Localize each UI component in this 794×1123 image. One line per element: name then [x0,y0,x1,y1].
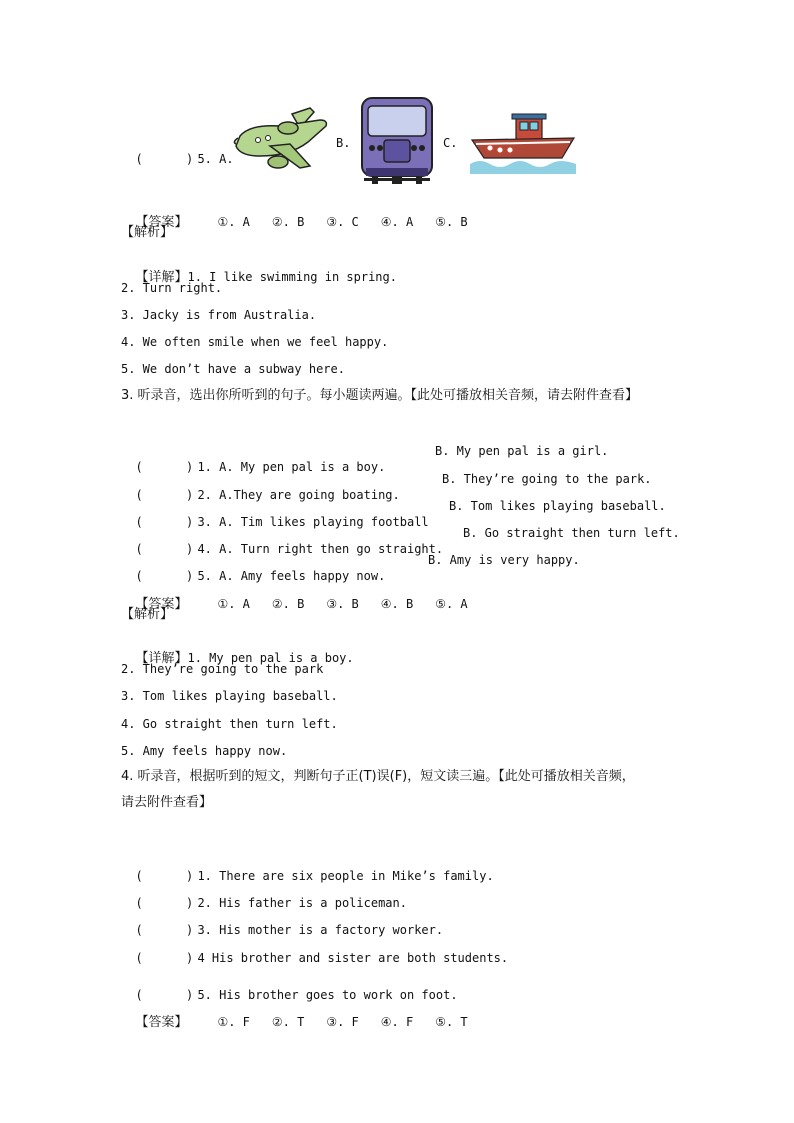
option-b: B. Go straight then turn left. [463,526,680,540]
answer-bracket: ( ) [135,869,194,883]
option-b: B. They’re going to the park. [442,472,652,486]
option-b: B. Tom likes playing baseball. [449,499,666,513]
analysis-tag: 【解析】 [121,607,174,622]
q2-item5-row [121,135,234,167]
option-c-label: C. [443,136,458,150]
analysis-tag: 【解析】 [121,225,174,240]
answer-item: ②. B [271,215,305,229]
option-a: 4. A. Turn right then go straight. [197,542,444,556]
detail-line: 5. Amy feels happy now. [121,744,288,758]
detail-line: 3. Jacky is from Australia. [121,308,317,322]
statement-text: 4 His brother and sister are both students. [197,951,509,965]
q3-heading: 3. 听录音，选出你所听到的句子。每小题读两遍。【此处可播放相关音频，请去附件查看】 [121,388,639,403]
answer-item: ⑤. B [435,215,468,229]
boat-icon [470,112,576,174]
detail-line: 2. They’re going to the park [121,662,324,676]
answer-item: ④. B [380,597,414,611]
answer-bracket: ( ) [135,951,194,965]
detail-text: 1. My pen pal is a boy. [187,651,354,665]
answer-bracket: ( ) [135,896,194,910]
answer-tag: 【答案】 [135,597,188,612]
answer-tag: 【答案】 [135,1015,188,1030]
answer-item: ①. F [217,1015,250,1029]
answer-tag: 【答案】 [135,215,188,230]
answer-item: ⑤. A [435,597,468,611]
answer-item: ①. A [217,215,250,229]
q4-answer-row [121,998,490,1031]
q2-answer-row [121,198,490,231]
answer-item: ③. C [326,215,359,229]
detail-tag: 【详解】 [135,270,188,285]
q3-answer-row [121,580,490,613]
answer-item: ④. A [380,215,414,229]
answer-bracket: ( ) [135,152,194,166]
answer-item: ①. A [217,597,250,611]
detail-line: 3. Tom likes playing baseball. [121,689,338,703]
option-b-label: B. [336,136,351,150]
answer-item: ⑤. T [435,1015,468,1029]
q4-item-4 [121,934,508,966]
detail-line: 2. Turn right. [121,281,223,295]
answer-bracket: ( ) [135,488,194,502]
answer-item: ②. T [271,1015,305,1029]
option-a: 1. A. My pen pal is a boy. [197,460,386,474]
answer-item: ③. F [326,1015,359,1029]
answer-bracket: ( ) [135,542,194,556]
detail-tag: 【详解】 [135,651,188,666]
option-a: 2. A.They are going boating. [197,488,400,502]
statement-text: 5. His brother goes to work on foot. [197,988,458,1002]
statement-text: 3. His mother is a factory worker. [197,923,444,937]
answer-bracket: ( ) [135,569,194,583]
statement-text: 1. There are six people in Mike’s family. [197,869,494,883]
answer-bracket: ( ) [135,460,194,474]
answer-bracket: ( ) [135,923,194,937]
option-a-label: 5. A. [197,152,234,166]
answer-item: ③. B [326,597,359,611]
statement-text: 2. His father is a policeman. [197,896,407,910]
answer-item: ②. B [271,597,305,611]
detail-line: 4. Go straight then turn left. [121,717,338,731]
answer-bracket: ( ) [135,515,194,529]
option-b: B. Amy is very happy. [428,553,580,567]
q4-heading-line1: 4. 听录音，根据听到的短文，判断句子正(T)误(F)，短文读三遍。【此处可播放相关音频， [121,769,635,784]
answer-bracket: ( ) [135,988,194,1002]
detail-line: 5. We don’t have a subway here. [121,362,345,376]
detail-text: 1. I like swimming in spring. [187,270,397,284]
answer-item: ④. F [380,1015,414,1029]
detail-line: 4. We often smile when we feel happy. [121,335,389,349]
option-a: 3. A. Tim likes playing football [197,515,429,529]
option-a: 5. A. Amy feels happy now. [197,569,386,583]
subway-train-icon [358,96,436,186]
airplane-icon [230,106,332,174]
option-b: B. My pen pal is a girl. [435,444,609,458]
q4-heading-line2: 请去附件查看】 [121,795,213,810]
